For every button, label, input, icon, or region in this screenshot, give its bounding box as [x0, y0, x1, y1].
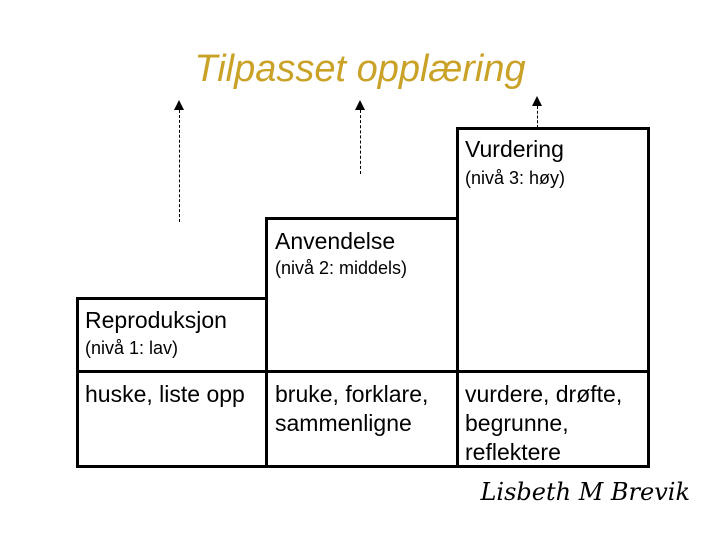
- level-3-activities: vurdere, drøfte, begrunne, reflektere: [465, 381, 623, 465]
- level-2-name: Anvendelse: [275, 228, 396, 254]
- frame-line: [76, 297, 266, 300]
- level-2-activities: bruke, forklare, sammenligne: [275, 381, 429, 436]
- level-1-name: Reproduksjon: [85, 307, 227, 333]
- level-3-label: (nivå 3: høy): [465, 168, 566, 188]
- frame-line: [456, 127, 459, 468]
- arrow-up-icon-right: [537, 106, 538, 128]
- frame-line: [265, 217, 457, 220]
- level-3-name: Vurdering: [465, 136, 564, 162]
- arrow-up-icon-left: [179, 110, 180, 222]
- arrow-up-icon-middle: [360, 110, 361, 174]
- diagram-title: Tilpasset opplæring: [194, 48, 526, 90]
- level-1-activities: huske, liste opp: [85, 381, 245, 407]
- frame-line: [647, 127, 650, 468]
- author-signature: Lisbeth M Brevik: [480, 478, 690, 506]
- level-2-label: (nivå 2: middels): [275, 258, 408, 278]
- frame-line: [76, 297, 79, 468]
- level-1-label: (nivå 1: lav): [85, 338, 179, 358]
- frame-line: [265, 217, 268, 468]
- frame-line: [76, 370, 650, 373]
- frame-line: [456, 127, 650, 130]
